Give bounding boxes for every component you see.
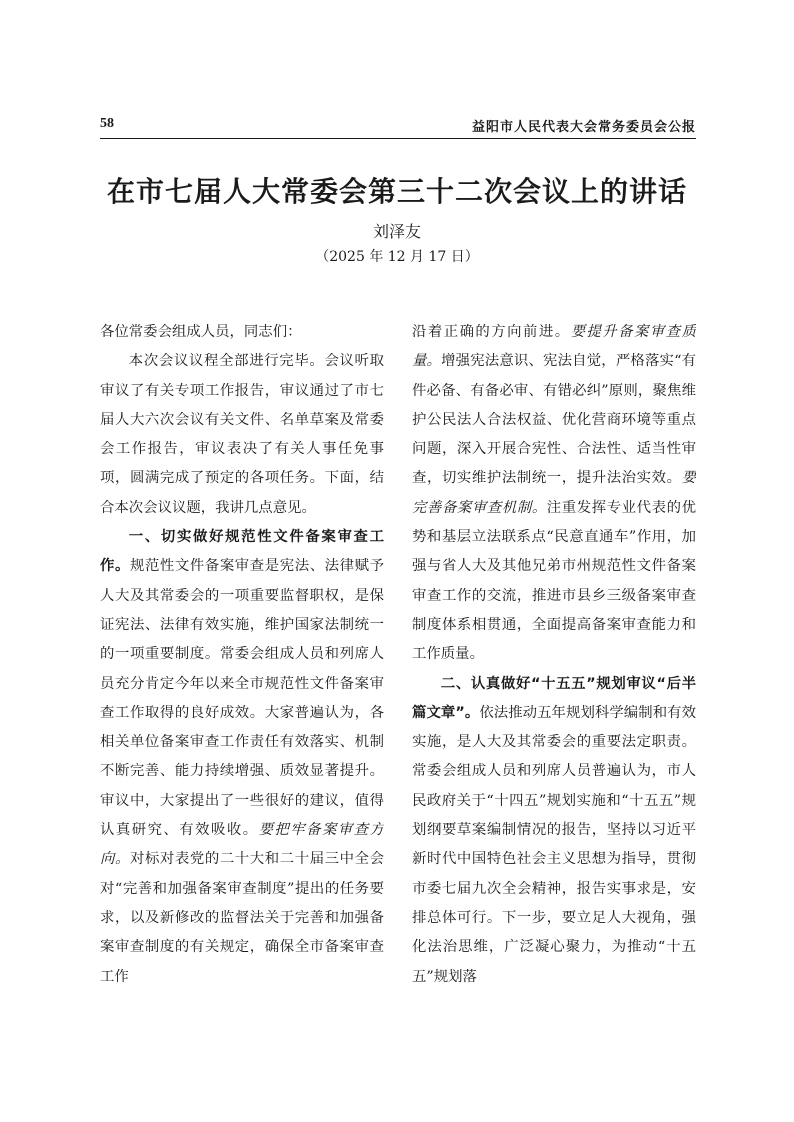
section-1-cont-text-3: 注重发挥专业代表的优势和基层立法联系点“民意直通车”作用，加强与省人大及其他兄弟市州规范性文件备案审查工作的交流，推进市县乡三级备案审查制度体系相贯通，全面提高备案审查能力和工作质量。 [412, 499, 696, 663]
paragraph-section-2 [412, 670, 696, 992]
page-number: 58 [100, 116, 114, 131]
paragraph-section-1-cont [412, 318, 696, 670]
paragraph-section-1 [100, 523, 384, 992]
article-author: 刘泽友 [372, 222, 421, 241]
section-2-heading: 二、认真做好“十五五”规划审议“后半篇文章”。 [412, 675, 696, 721]
section-1-heading: 一、切实做好规范性文件备案审查工作。 [100, 529, 384, 575]
right-column [412, 318, 696, 1018]
left-column [100, 318, 384, 1018]
section-1-emphasis: 要把牢备案审查方向。 [100, 822, 384, 868]
section-2-text: 依法推动五年规划科学编制和有效实施，是人大及其常委会的重要法定职责。常委会组成人员和列席人员普遍认为，市人民政府关于“十四五”规划实施和“十五五”规划纲要草案编制情况的报告，坚持以习近平新时代中国特色社会主义思想为指导，贯彻市委七届九次全会精神，报告实事求是，安排总体可行。下一步，要立足人大视角，强化法治思维，广泛凝心聚力，为推动“十五五”规划落 [412, 704, 696, 985]
paragraph-intro: 本次会议议程全部进行完毕。会议听取审议了有关专项工作报告，审议通过了市七届人大六次会议有关文件、名单草案及常委会工作报告，审议表决了有关人事任免事项，圆满完成了预定的各项任务。下面，结合本次会议议题，我讲几点意见。 [100, 353, 384, 516]
section-1-cont-text-2: 增强宪法意识、宪法自觉，严格落实“有件必备、有备必审、有错必纠”原则，聚焦维护公民法人合法权益、优化营商环境等重点问题，深入开展合宪性、合法性、适当性审查，切实维护法制统一，提升法治实效。 [412, 353, 696, 487]
article-title: 在市七届人大常委会第三十二次会议上的讲话 [106, 175, 687, 208]
greeting: 各位常委会组成人员，同志们： [100, 324, 302, 340]
section-1-text: 规范性文件备案审查是宪法、法律赋予人大及其常委会的一项重要监督职权，是保证宪法、法律有效实施，维护国家法制统一的一项重要制度。常委会组成人员和列席人员充分肯定今年以来全市规范性文件备案审查工作取得的良好成效。大家普遍认为，各相关单位备案审查工作责任有效落实、机制不断完善、能力持续增强、质效显著提升。审议中，大家提出了一些很好的建议，值得认真研究、有效吸收。 [100, 558, 384, 839]
section-1-text-2: 对标对表党的二十大和二十届三中全会对“完善和加强备案审查制度”提出的任务要求，以及新修改的监督法关于完善和加强备案审查制度的有关规定，确保全市备案审查工作 [100, 851, 384, 985]
article-date: （2025 年 12 月 17 日） [315, 249, 479, 265]
section-1-cont-text: 沿着正确的方向前进。 [412, 324, 571, 340]
running-header [100, 116, 696, 139]
section-1-emphasis-2: 要提升备案审查质量。 [412, 324, 696, 370]
journal-title: 益阳市人民代表大会常务委员会公报 [471, 120, 696, 135]
section-1-emphasis-3: 要完善备案审查机制。 [412, 470, 696, 516]
